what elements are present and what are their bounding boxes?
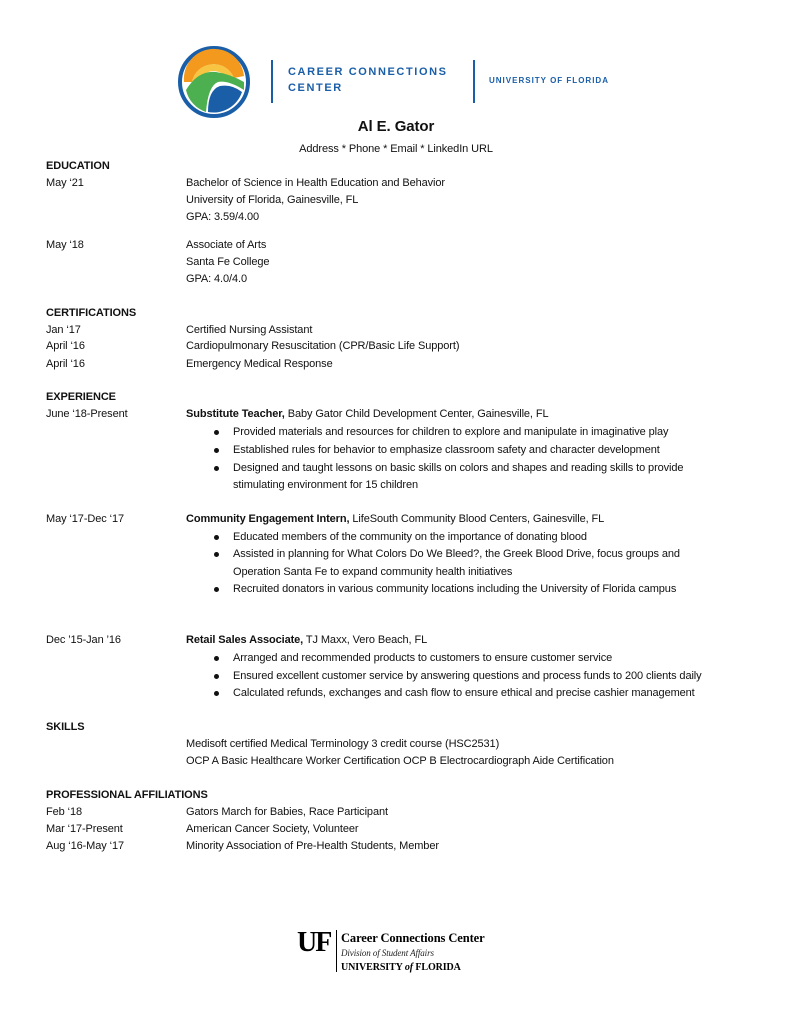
cert-date: April ‘16 bbox=[46, 358, 85, 370]
skill-line: OCP A Basic Healthcare Worker Certification OCP B Electrocardiograph Aide Certification bbox=[186, 755, 614, 767]
bullet-icon bbox=[214, 656, 219, 661]
edu-school: Santa Fe College bbox=[186, 256, 270, 268]
job-bullet: Arranged and recommended products to customers to ensure customer service bbox=[233, 652, 613, 664]
aff-text: Minority Association of Pre-Health Students, Member bbox=[186, 840, 439, 852]
job-org: Baby Gator Child Development Center, Gainesville, FL bbox=[284, 408, 549, 420]
job-date: Dec ’15-Jan ’16 bbox=[46, 634, 121, 646]
uf-logo: UF bbox=[297, 927, 331, 958]
bullet-icon bbox=[214, 430, 219, 435]
edu-degree: Associate of Arts bbox=[186, 239, 267, 251]
job-bullet-cont: Operation Santa Fe to expand community health initiatives bbox=[233, 566, 513, 578]
university-name: UNIVERSITY OF FLORIDA bbox=[489, 76, 609, 85]
cert-name: Cardiopulmonary Resuscitation (CPR/Basic Life Support) bbox=[186, 340, 460, 352]
bullet-icon bbox=[214, 448, 219, 453]
job-bullet-cont: stimulating environment for 15 children bbox=[233, 479, 419, 491]
job-role: Community Engagement Intern, bbox=[186, 513, 350, 525]
section-skills: SKILLS bbox=[46, 721, 85, 733]
edu-gpa: GPA: 3.59/4.00 bbox=[186, 211, 260, 223]
bullet-icon bbox=[214, 552, 219, 557]
job-org: TJ Maxx, Vero Beach, FL bbox=[303, 634, 428, 646]
footer-divider bbox=[336, 930, 337, 972]
logo-divider bbox=[473, 60, 475, 103]
job-role: Retail Sales Associate, bbox=[186, 634, 304, 646]
footer-center: Career Connections Center bbox=[341, 931, 485, 945]
job-bullet: Recruited donators in various community locations including the University of Florida campus bbox=[233, 583, 677, 595]
aff-date: Aug ‘16-May ‘17 bbox=[46, 840, 124, 852]
job-bullet: Calculated refunds, exchanges and cash flow to ensure ethical and precise cashier management bbox=[233, 687, 695, 699]
logo-line1: CAREER CONNECTIONS bbox=[288, 66, 448, 78]
edu-date: May ‘21 bbox=[46, 177, 84, 189]
cert-name: Certified Nursing Assistant bbox=[186, 324, 313, 336]
edu-gpa: GPA: 4.0/4.0 bbox=[186, 273, 247, 285]
cert-name: Emergency Medical Response bbox=[186, 358, 333, 370]
edu-degree: Bachelor of Science in Health Education and Behavior bbox=[186, 177, 445, 189]
job-title bbox=[186, 632, 427, 648]
job-bullet: Educated members of the community on the importance of donating blood bbox=[233, 531, 587, 543]
aff-text: American Cancer Society, Volunteer bbox=[186, 823, 359, 835]
footer-division: Division of Student Affairs bbox=[341, 948, 434, 958]
job-date: June ‘18-Present bbox=[46, 408, 128, 420]
aff-date: Mar ‘17-Present bbox=[46, 823, 123, 835]
skill-line: Medisoft certified Medical Terminology 3 credit course (HSC2531) bbox=[186, 738, 500, 750]
bullet-icon bbox=[214, 674, 219, 679]
section-certifications: CERTIFICATIONS bbox=[46, 307, 137, 319]
job-org: LifeSouth Community Blood Centers, Gainesville, FL bbox=[349, 513, 605, 525]
job-bullet: Assisted in planning for What Colors Do We Bleed?, the Greek Blood Drive, focus groups and bbox=[233, 548, 680, 560]
contact-line: Address * Phone * Email * LinkedIn URL bbox=[299, 143, 493, 155]
job-title bbox=[186, 406, 548, 422]
logo-line2: CENTER bbox=[288, 82, 343, 94]
career-center-logo-icon bbox=[178, 46, 250, 118]
bullet-icon bbox=[214, 691, 219, 696]
aff-date: Feb ‘18 bbox=[46, 806, 82, 818]
footer-uni-c: FLORIDA bbox=[412, 962, 461, 973]
bullet-icon bbox=[214, 466, 219, 471]
footer-uni-a: UNIVERSITY bbox=[341, 962, 405, 973]
edu-date: May ‘18 bbox=[46, 239, 84, 251]
section-affiliations: PROFESSIONAL AFFILIATIONS bbox=[46, 789, 208, 801]
job-role: Substitute Teacher, bbox=[186, 408, 285, 420]
cert-date: April ‘16 bbox=[46, 340, 85, 352]
footer-uni-b: of bbox=[404, 962, 413, 973]
aff-text: Gators March for Babies, Race Participant bbox=[186, 806, 388, 818]
job-bullet: Provided materials and resources for children to explore and manipulate in imaginative play bbox=[233, 426, 669, 438]
job-bullet: Established rules for behavior to emphasize classroom safety and character development bbox=[233, 444, 660, 456]
logo-divider bbox=[271, 60, 273, 103]
bullet-icon bbox=[214, 535, 219, 540]
bullet-icon bbox=[214, 587, 219, 592]
footer-university bbox=[341, 960, 461, 976]
job-title bbox=[186, 511, 604, 527]
job-bullet: Designed and taught lessons on basic skills on colors and shapes and reading skills to provide bbox=[233, 462, 684, 474]
job-date: May ‘17-Dec ‘17 bbox=[46, 513, 124, 525]
section-education: EDUCATION bbox=[46, 160, 110, 172]
candidate-name: Al E. Gator bbox=[357, 118, 435, 135]
cert-date: Jan ‘17 bbox=[46, 324, 81, 336]
edu-school: University of Florida, Gainesville, FL bbox=[186, 194, 359, 206]
section-experience: EXPERIENCE bbox=[46, 391, 116, 403]
job-bullet: Ensured excellent customer service by answering questions and process funds to 200 clients daily bbox=[233, 670, 702, 682]
